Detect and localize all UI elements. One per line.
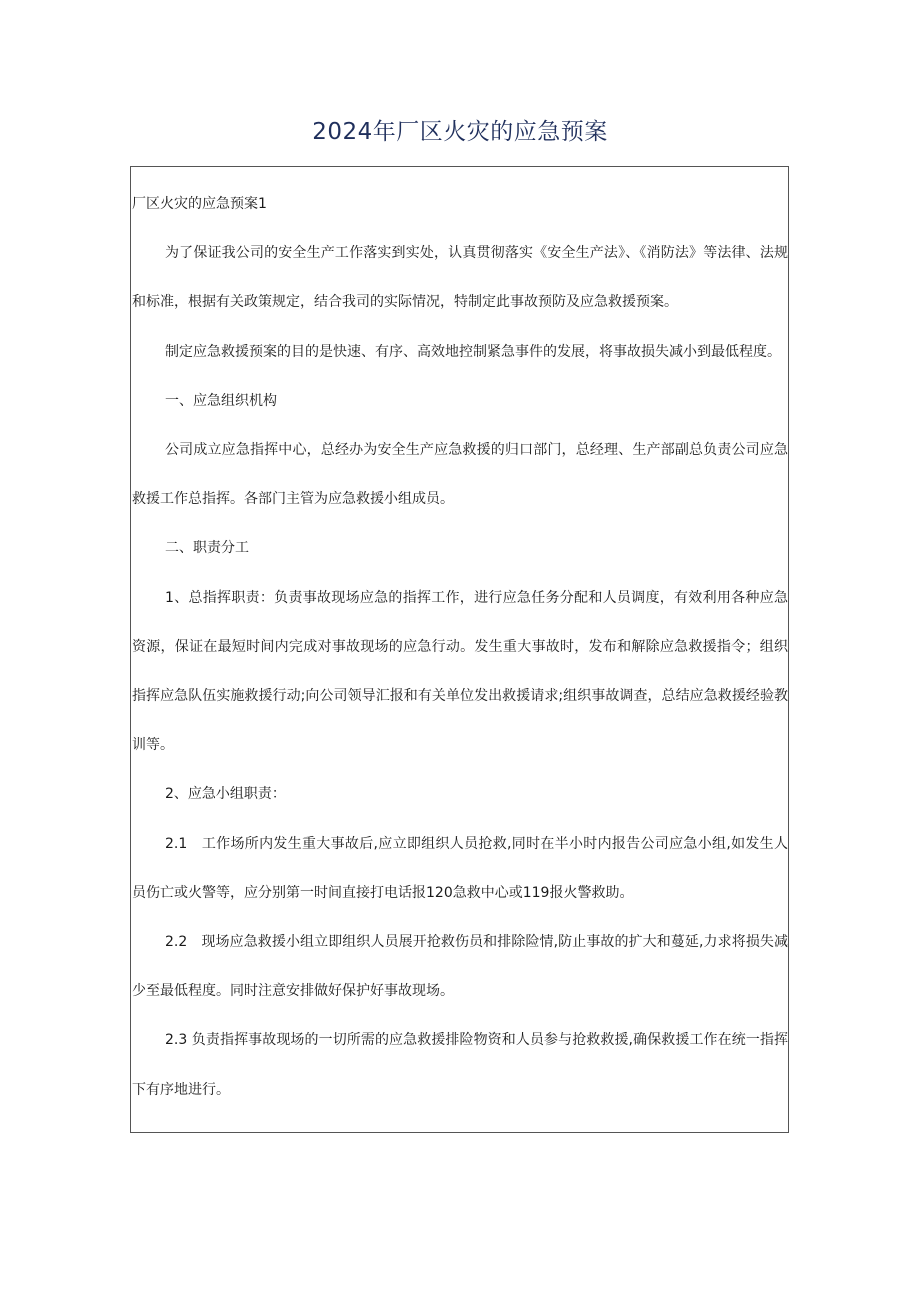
paragraph: 制定应急救援预案的目的是快速、有序、高效地控制紧急事件的发展，将事故损失减小到最低程度。 (165, 343, 781, 360)
paragraph: 2.3 负责指挥事故现场的一切所需的应急救援排险物资和人员参与抢救救援,确保救援工作在统一指挥下有序地进行。 (132, 1032, 788, 1098)
paragraph: 2.1 工作场所内发生重大事故后,应立即组织人员抢救,同时在半小时内报告公司应急小组,如发生人员伤亡或火警等，应分别第一时间直接打电话报120急救中心或119报火警救助。 (132, 835, 788, 901)
paragraph: 1、总指挥职责：负责事故现场应急的指挥工作，进行应急任务分配和人员调度，有效利用各种应急资源，保证在最短时间内完成对事故现场的应急行动。发生重大事故时，发布和解除应急救援指令；组织指挥应急队伍实施救援行动;向公司领导汇报和有关单位发出救援请求;组织事故调查，总结应急救援经验教训等。 (132, 589, 788, 754)
paragraph: 2.2 现场应急救援小组立即组织人员展开抢救伤员和排除险情,防止事故的扩大和蔓延,力求将损失减少至最低程度。同时注意安排做好保护好事故现场。 (132, 934, 788, 1000)
subsection-heading: 2、应急小组职责： (165, 786, 286, 803)
document-body (132, 180, 788, 1115)
subsection-heading: 一、应急组织机构 (165, 392, 277, 409)
section-heading: 厂区火灾的应急预案1 (132, 196, 267, 212)
document-title: 2024年厂区火灾的应急预案 (312, 119, 608, 145)
subsection-heading: 二、职责分工 (165, 540, 249, 557)
paragraph: 公司成立应急指挥中心，总经办为安全生产应急救援的归口部门，总经理、生产部副总负责公司应急救援工作总指挥。各部门主管为应急救援小组成员。 (132, 442, 788, 508)
paragraph: 为了保证我公司的安全生产工作落实到实处，认真贯彻落实《安全生产法》、《消防法》等法律、法规和标准，根据有关政策规定，结合我司的实际情况，特制定此事故预防及应急救援预案。 (132, 245, 788, 311)
